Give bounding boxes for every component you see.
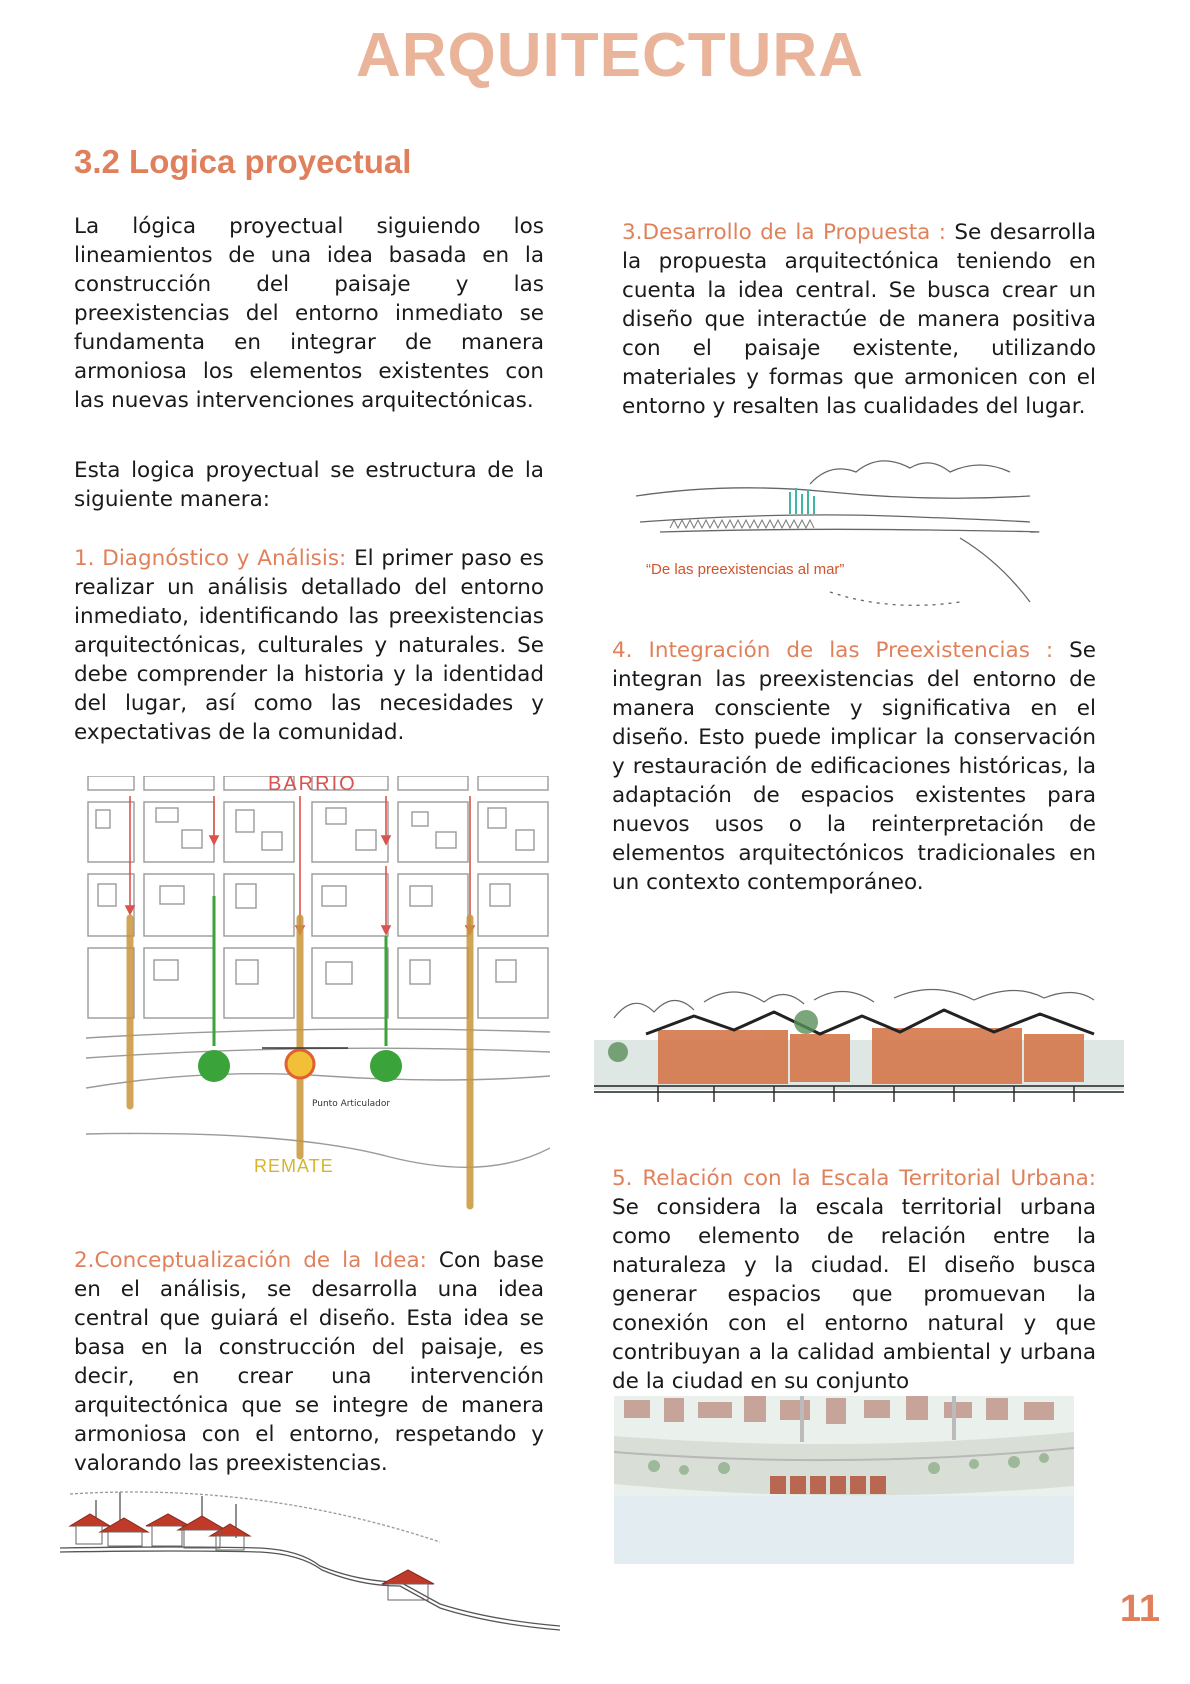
step-5-paragraph [612,1164,1096,1396]
intro-paragraph: La lógica proyectual siguiendo los lineamientos de una idea basada en la construcción del paisaje y las preexistencias del entorno inmediato se fundamenta en integrar de manera armoniosa los elementos existentes con las nuevas intervenciones arquitectónicas. [74,214,544,413]
step-3-paragraph [622,218,1096,421]
page-number: 11 [1119,1588,1160,1630]
intro-block-2 [74,456,544,514]
step-1-body: El primer paso es realizar un análisis detallado del entorno inmediato, identificando las preexistencias arquitectónicas, culturales y naturales. Se debe comprender la historia y la identidad del lugar, así como las necesidades y expectativas de la comunidad. [74,546,544,745]
intro-paragraph-2: Esta logica proyectual se estructura de la siguiente manera: [74,458,544,512]
section-title: 3.2 Logica proyectual [74,143,412,180]
map-label-point: Punto Articulador [312,1099,391,1109]
step-3-body: Se desarrolla la propuesta arquitectónica teniendo en cuenta la idea central. Se busca crear un diseño que interactúe de manera positiva con el paisaje existente, utilizando materiales y formas que armonicen con el entorno y resalten las cualidades del lugar. [622,220,1096,419]
step-2 [74,1246,544,1478]
map-label-bottom: REMATE [254,1156,334,1176]
step-1-paragraph [74,544,544,747]
coastline-sketch [630,452,1040,622]
step-3-heading: 3.Desarrollo de la Propuesta : [622,220,946,245]
step-4 [612,636,1096,897]
step-3 [622,218,1096,421]
step-4-body: Se integran las preexistencias del entorno de manera consciente y significativa en el diseño. Esto puede implicar la conservación y restauración de edificaciones históricas, la adaptación de espacios existentes para nuevos usos o la reinterpretación de elementos arquitectónicos tradicionales en un contexto contemporáneo. [612,638,1096,895]
section-sketch [60,1486,560,1646]
page-title: ARQUITECTURA [356,21,864,90]
step-1 [74,544,544,747]
step-5-body: Se considera la escala territorial urbana como elemento de relación entre la naturaleza y la ciudad. El diseño busca generar espacios que promuevan la conexión con el entorno natural y que contribuyan a la calidad ambiental y urbana de la ciudad en su conjunto [612,1195,1096,1394]
step-4-heading: 4. Integración de las Preexistencias : [612,638,1054,663]
step-4-paragraph [612,636,1096,897]
map-label-top: BARRIO [268,776,357,795]
sketch-caption: “De las preexistencias al mar” [646,561,845,578]
intro-block [74,212,544,415]
step-5 [612,1164,1096,1396]
step-1-heading: 1. Diagnóstico y Análisis: [74,546,347,571]
step-2-paragraph [74,1246,544,1478]
building-elevation-sketch [594,982,1124,1112]
step-5-heading: 5. Relación con la Escala Territorial Urbana: [612,1166,1096,1191]
step-2-body: Con base en el análisis, se desarrolla una idea central que guiará el diseño. Esta idea se basa en la construcción del paisaje, es decir, en crear una intervención arquitectónica que se integre de manera armoniosa con el entorno, respetando y valorando las preexistencias. [74,1248,544,1476]
step-2-heading: 2.Conceptualización de la Idea: [74,1248,427,1273]
site-plan-sketch [86,776,550,1210]
urban-plan-render [614,1396,1074,1564]
